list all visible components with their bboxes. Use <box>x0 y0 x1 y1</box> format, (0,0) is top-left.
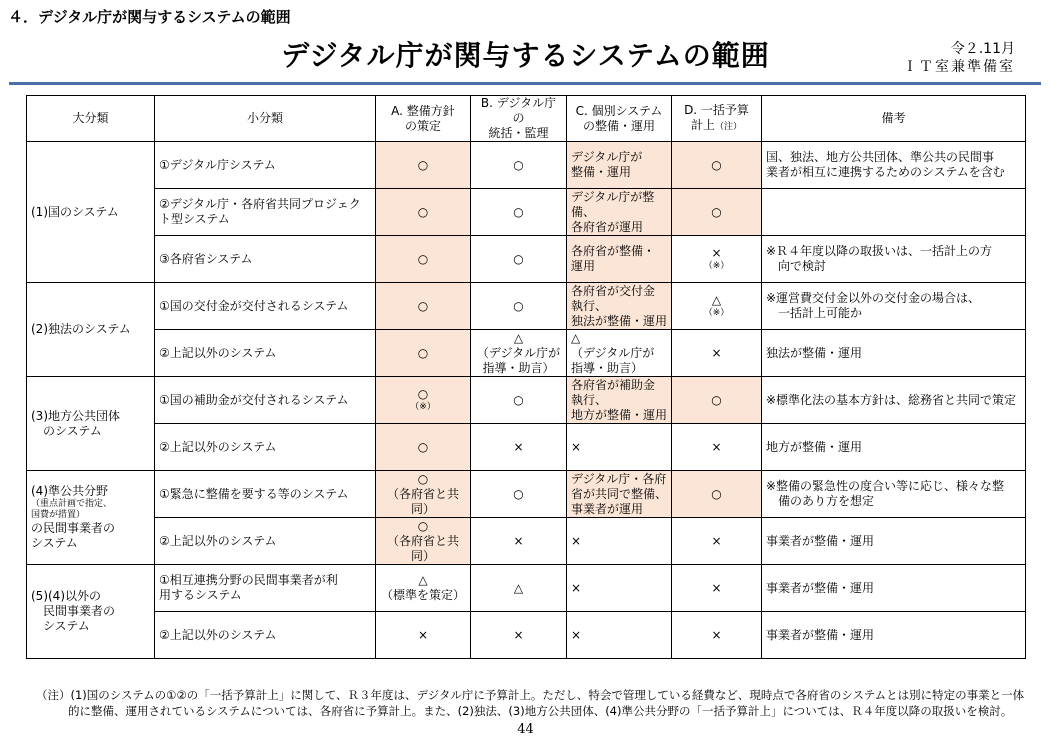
cell-text: デジタル庁が <box>571 150 643 164</box>
cell-text: × <box>711 245 722 260</box>
col-d-cell <box>672 283 762 330</box>
cell-text: × <box>513 439 524 454</box>
header-divider <box>9 82 1041 85</box>
table-row <box>27 330 1026 377</box>
remarks-cell <box>762 612 1026 659</box>
cell-text: ②上記以外のシステム <box>159 439 277 454</box>
cell-text: ○ <box>417 345 429 360</box>
cell-text: 用するシステム <box>159 588 242 602</box>
cell-text: ○ <box>417 157 429 172</box>
col-c-cell <box>567 283 672 330</box>
section-heading: ４．デジタル庁が関与するシステムの範囲 <box>8 8 291 26</box>
header-b-line2: 統括・監理 <box>488 126 549 140</box>
header-c <box>567 96 672 142</box>
subcategory-cell <box>155 189 376 236</box>
cell-text: 事業者が運用 <box>571 501 644 516</box>
category-label: の民間事業者の <box>31 521 116 536</box>
col-c-cell <box>567 471 672 518</box>
col-c-cell <box>567 424 672 471</box>
cell-text: ○ <box>711 204 722 219</box>
col-c-cell <box>567 565 672 612</box>
cell-text: 省が共同で整備、 <box>571 486 668 501</box>
cell-text: × <box>711 533 722 548</box>
cell-text: 向で検討 <box>766 259 827 273</box>
cell-text: 独法が整備・運用 <box>766 345 863 360</box>
subcategory-cell <box>155 518 376 565</box>
col-a-cell <box>376 377 471 424</box>
cell-text: × <box>711 345 722 360</box>
cell-text: 独法が整備・運用 <box>571 313 668 328</box>
header-remarks: 備考 <box>762 96 1026 142</box>
remarks-cell <box>762 471 1026 518</box>
cell-text: 各府省が整備・ <box>571 244 656 258</box>
category-label: (4)準公共分野 <box>31 483 108 498</box>
cell-text: × <box>711 627 722 642</box>
cell-text: （標準を策定） <box>380 588 465 602</box>
cell-text: × <box>711 580 722 595</box>
col-a-cell <box>376 236 471 283</box>
cell-text: ○ <box>417 298 429 313</box>
cell-text: × <box>571 439 582 454</box>
col-d-cell <box>672 189 762 236</box>
cell-text: ○ <box>513 157 524 172</box>
remarks-cell <box>762 565 1026 612</box>
cell-text: × <box>571 533 582 548</box>
cell-text: （※） <box>703 307 730 318</box>
category-cell <box>27 142 155 283</box>
scope-table <box>26 95 1026 659</box>
subcategory-cell <box>155 612 376 659</box>
table-header-row <box>27 96 1026 142</box>
header-a-line1: A. 整備方針 <box>391 103 455 118</box>
col-a-cell <box>376 565 471 612</box>
subcategory-cell <box>155 330 376 377</box>
cell-text: 国、独法、地方公共団体、準公共の民間事 <box>766 150 995 164</box>
header-minor: 小分類 <box>155 96 376 142</box>
table-row <box>27 612 1026 659</box>
subcategory-cell <box>155 377 376 424</box>
col-a-cell <box>376 518 471 565</box>
cell-text: 執行、 <box>571 298 608 313</box>
cell-text: △ <box>513 330 524 345</box>
category-label: (5)(4)以外の <box>31 589 101 603</box>
cell-text: デジタル庁・各府 <box>571 471 667 486</box>
col-d-cell <box>672 236 762 283</box>
cell-text: × <box>571 580 582 595</box>
col-d-cell <box>672 612 762 659</box>
cell-text: 一括計上可能か <box>766 306 863 320</box>
col-d-cell <box>672 565 762 612</box>
category-cell <box>27 471 155 565</box>
subcategory-cell <box>155 142 376 189</box>
col-b-cell <box>471 330 567 377</box>
col-d-cell <box>672 142 762 189</box>
cell-text: ○ <box>417 439 429 454</box>
cell-text: 各府省が補助金 <box>571 377 656 392</box>
col-d-cell <box>672 377 762 424</box>
category-label: システム <box>31 619 90 633</box>
cell-text: ○ <box>513 392 524 407</box>
remarks-cell <box>762 283 1026 330</box>
subcategory-cell <box>155 283 376 330</box>
col-b-cell <box>471 189 567 236</box>
col-d-cell <box>672 518 762 565</box>
subcategory-cell <box>155 236 376 283</box>
cell-text: ○ <box>417 518 429 533</box>
col-a-cell <box>376 424 471 471</box>
category-label: （重点計画で指定、 <box>31 498 113 509</box>
col-a-cell <box>376 283 471 330</box>
cell-text: ②デジタル庁・各府省共同プロジェク <box>159 197 361 211</box>
cell-text: ②上記以外のシステム <box>159 627 277 642</box>
cell-text: 指導・助言） <box>571 360 644 375</box>
cell-text: ①緊急に整備を要する等のシステム <box>159 486 349 501</box>
table-row <box>27 283 1026 330</box>
date-label: 令２.11月 <box>950 41 1015 57</box>
category-label: システム <box>31 536 78 551</box>
col-a-cell <box>376 330 471 377</box>
col-c-cell <box>567 236 672 283</box>
table-row <box>27 424 1026 471</box>
cell-text: 指導・助言） <box>482 360 555 375</box>
header-c-line2: の整備・運用 <box>582 118 655 133</box>
cell-text: 地方が整備・運用 <box>766 439 863 454</box>
cell-text: ○ <box>711 157 722 172</box>
cell-text: ○ <box>513 298 524 313</box>
remarks-cell <box>762 424 1026 471</box>
remarks-cell <box>762 377 1026 424</box>
cell-text: （各府省と共同） <box>386 533 459 563</box>
category-cell <box>27 565 155 659</box>
col-b-cell <box>471 612 567 659</box>
cell-text: ○ <box>711 392 722 407</box>
category-label: (3)地方公共団体 <box>31 408 120 423</box>
col-a-cell <box>376 471 471 518</box>
col-d-cell <box>672 471 762 518</box>
cell-text: ○ <box>711 486 722 501</box>
footnote <box>36 688 1026 719</box>
cell-text: 事業者が整備・運用 <box>766 627 875 642</box>
cell-text: 地方が整備・運用 <box>571 407 668 422</box>
page-number: 44 <box>517 722 534 737</box>
remarks-cell <box>762 330 1026 377</box>
remarks-cell <box>762 236 1026 283</box>
cell-text: × <box>571 627 582 642</box>
col-b-cell <box>471 565 567 612</box>
header-d-note: （注） <box>715 122 743 133</box>
cell-text: × <box>513 533 524 548</box>
category-cell <box>27 377 155 471</box>
col-b-cell <box>471 142 567 189</box>
cell-text: 各府省が交付金 <box>571 283 656 298</box>
cell-text: ②上記以外のシステム <box>159 533 277 548</box>
cell-text: ○ <box>417 386 429 401</box>
col-b-cell <box>471 377 567 424</box>
header-d-line1: D. 一括予算 <box>684 103 749 118</box>
header-a <box>376 96 471 142</box>
header-a-line2: の策定 <box>404 118 441 133</box>
cell-text: ※運営費交付金以外の交付金の場合は、 <box>766 291 981 305</box>
page-title: デジタル庁が関与するシステムの範囲 <box>281 39 770 72</box>
footnote-line1: （注）(1)国のシステムの①②の「一括予算計上」に関して、Ｒ３年度は、デジタル庁に予算計上。ただし、特会で管理している経費など、現時点で各府省のシステムとは別に特定の事業と一体 <box>36 688 1025 702</box>
cell-text: ①国の補助金が交付されるシステム <box>159 392 349 407</box>
col-b-cell <box>471 518 567 565</box>
remarks-cell <box>762 142 1026 189</box>
col-b-cell <box>471 471 567 518</box>
col-a-cell <box>376 189 471 236</box>
cell-text: ○ <box>513 204 524 219</box>
cell-text: × <box>513 627 524 642</box>
cell-text: × <box>711 439 722 454</box>
category-label: (1)国のシステム <box>31 204 119 219</box>
col-c-cell <box>567 612 672 659</box>
col-c-cell <box>567 142 672 189</box>
cell-text: デジタル庁が整備、 <box>571 189 655 219</box>
category-label: (2)独法のシステム <box>31 322 131 336</box>
header-major: 大分類 <box>27 96 155 142</box>
cell-text: △ <box>711 292 722 307</box>
cell-text: 各府省が運用 <box>571 219 644 234</box>
cell-text: ※Ｒ４年度以降の取扱いは、一括計上の方 <box>766 244 993 258</box>
cell-text: ○ <box>417 471 429 486</box>
cell-text: （デジタル庁が <box>476 345 561 360</box>
cell-text: △ <box>418 573 428 587</box>
col-a-cell <box>376 142 471 189</box>
category-label: 国費が措置） <box>31 510 86 520</box>
header-b <box>471 96 567 142</box>
col-b-cell <box>471 283 567 330</box>
table-row <box>27 189 1026 236</box>
subcategory-cell <box>155 424 376 471</box>
cell-text: ※標準化法の基本方針は、総務省と共同で策定 <box>766 392 1017 407</box>
cell-text: （各府省と共同） <box>386 486 459 516</box>
table-row <box>27 236 1026 283</box>
cell-text: 事業者が整備・運用 <box>766 533 875 548</box>
cell-text: △ <box>513 580 524 595</box>
table-row <box>27 518 1026 565</box>
footnote-line2: 的に整備、運用されているシステムについては、各府省に予算計上。また、(2)独法、(3)地方公共団体、(4)準公共分野の「一括予算計上」については、Ｒ４年度以降の取扱いを検討。 <box>68 703 1013 718</box>
cell-text: ②上記以外のシステム <box>159 345 277 360</box>
cell-text: 運用 <box>571 259 596 273</box>
remarks-cell <box>762 518 1026 565</box>
category-label: のシステム <box>31 423 102 438</box>
header-d-line2: 計上 <box>690 118 715 133</box>
remarks-cell <box>762 189 1026 236</box>
cell-text: ○ <box>417 204 429 219</box>
table-row <box>27 377 1026 424</box>
cell-text: △ <box>571 330 581 345</box>
subcategory-cell <box>155 471 376 518</box>
cell-text: 執行、 <box>571 392 608 407</box>
subcategory-cell <box>155 565 376 612</box>
cell-text: ③各府省システム <box>159 251 253 266</box>
cell-text: ト型システム <box>159 212 230 226</box>
cell-text: × <box>417 627 429 642</box>
cell-text: 備のあり方を想定 <box>766 494 875 508</box>
col-c-cell <box>567 189 672 236</box>
cell-text: 整備・運用 <box>571 165 632 179</box>
cell-text: （デジタル庁が <box>571 345 655 360</box>
col-a-cell <box>376 612 471 659</box>
header-d <box>672 96 762 142</box>
category-cell <box>27 283 155 377</box>
cell-text: ①デジタル庁システム <box>159 157 276 172</box>
department-label: ＩＴ室兼準備室 <box>903 59 1015 75</box>
cell-text: ○ <box>513 486 524 501</box>
col-c-cell <box>567 518 672 565</box>
col-b-cell <box>471 236 567 283</box>
cell-text: ※整備の緊急性の度合い等に応じ、様々な整 <box>766 479 1005 493</box>
cell-text: （※） <box>703 260 730 271</box>
col-b-cell <box>471 424 567 471</box>
col-c-cell <box>567 330 672 377</box>
header-c-line1: C. 個別システム <box>575 103 663 118</box>
cell-text: ○ <box>513 251 524 266</box>
table-row <box>27 565 1026 612</box>
col-c-cell <box>567 377 672 424</box>
col-d-cell <box>672 330 762 377</box>
cell-text: ①国の交付金が交付されるシステム <box>159 298 349 313</box>
cell-text: （※） <box>410 401 436 412</box>
col-d-cell <box>672 424 762 471</box>
table-row <box>27 142 1026 189</box>
cell-text: 業者が相互に連携するためのシステムを含む <box>766 165 1005 179</box>
category-label: 民間事業者の <box>31 604 116 618</box>
cell-text: 事業者が整備・運用 <box>766 580 875 595</box>
cell-text: ①相互連携分野の民間事業者が利 <box>159 573 338 587</box>
table-row <box>27 471 1026 518</box>
cell-text: ○ <box>417 251 429 266</box>
header-b-line1: B. デジタル庁の <box>480 96 557 125</box>
